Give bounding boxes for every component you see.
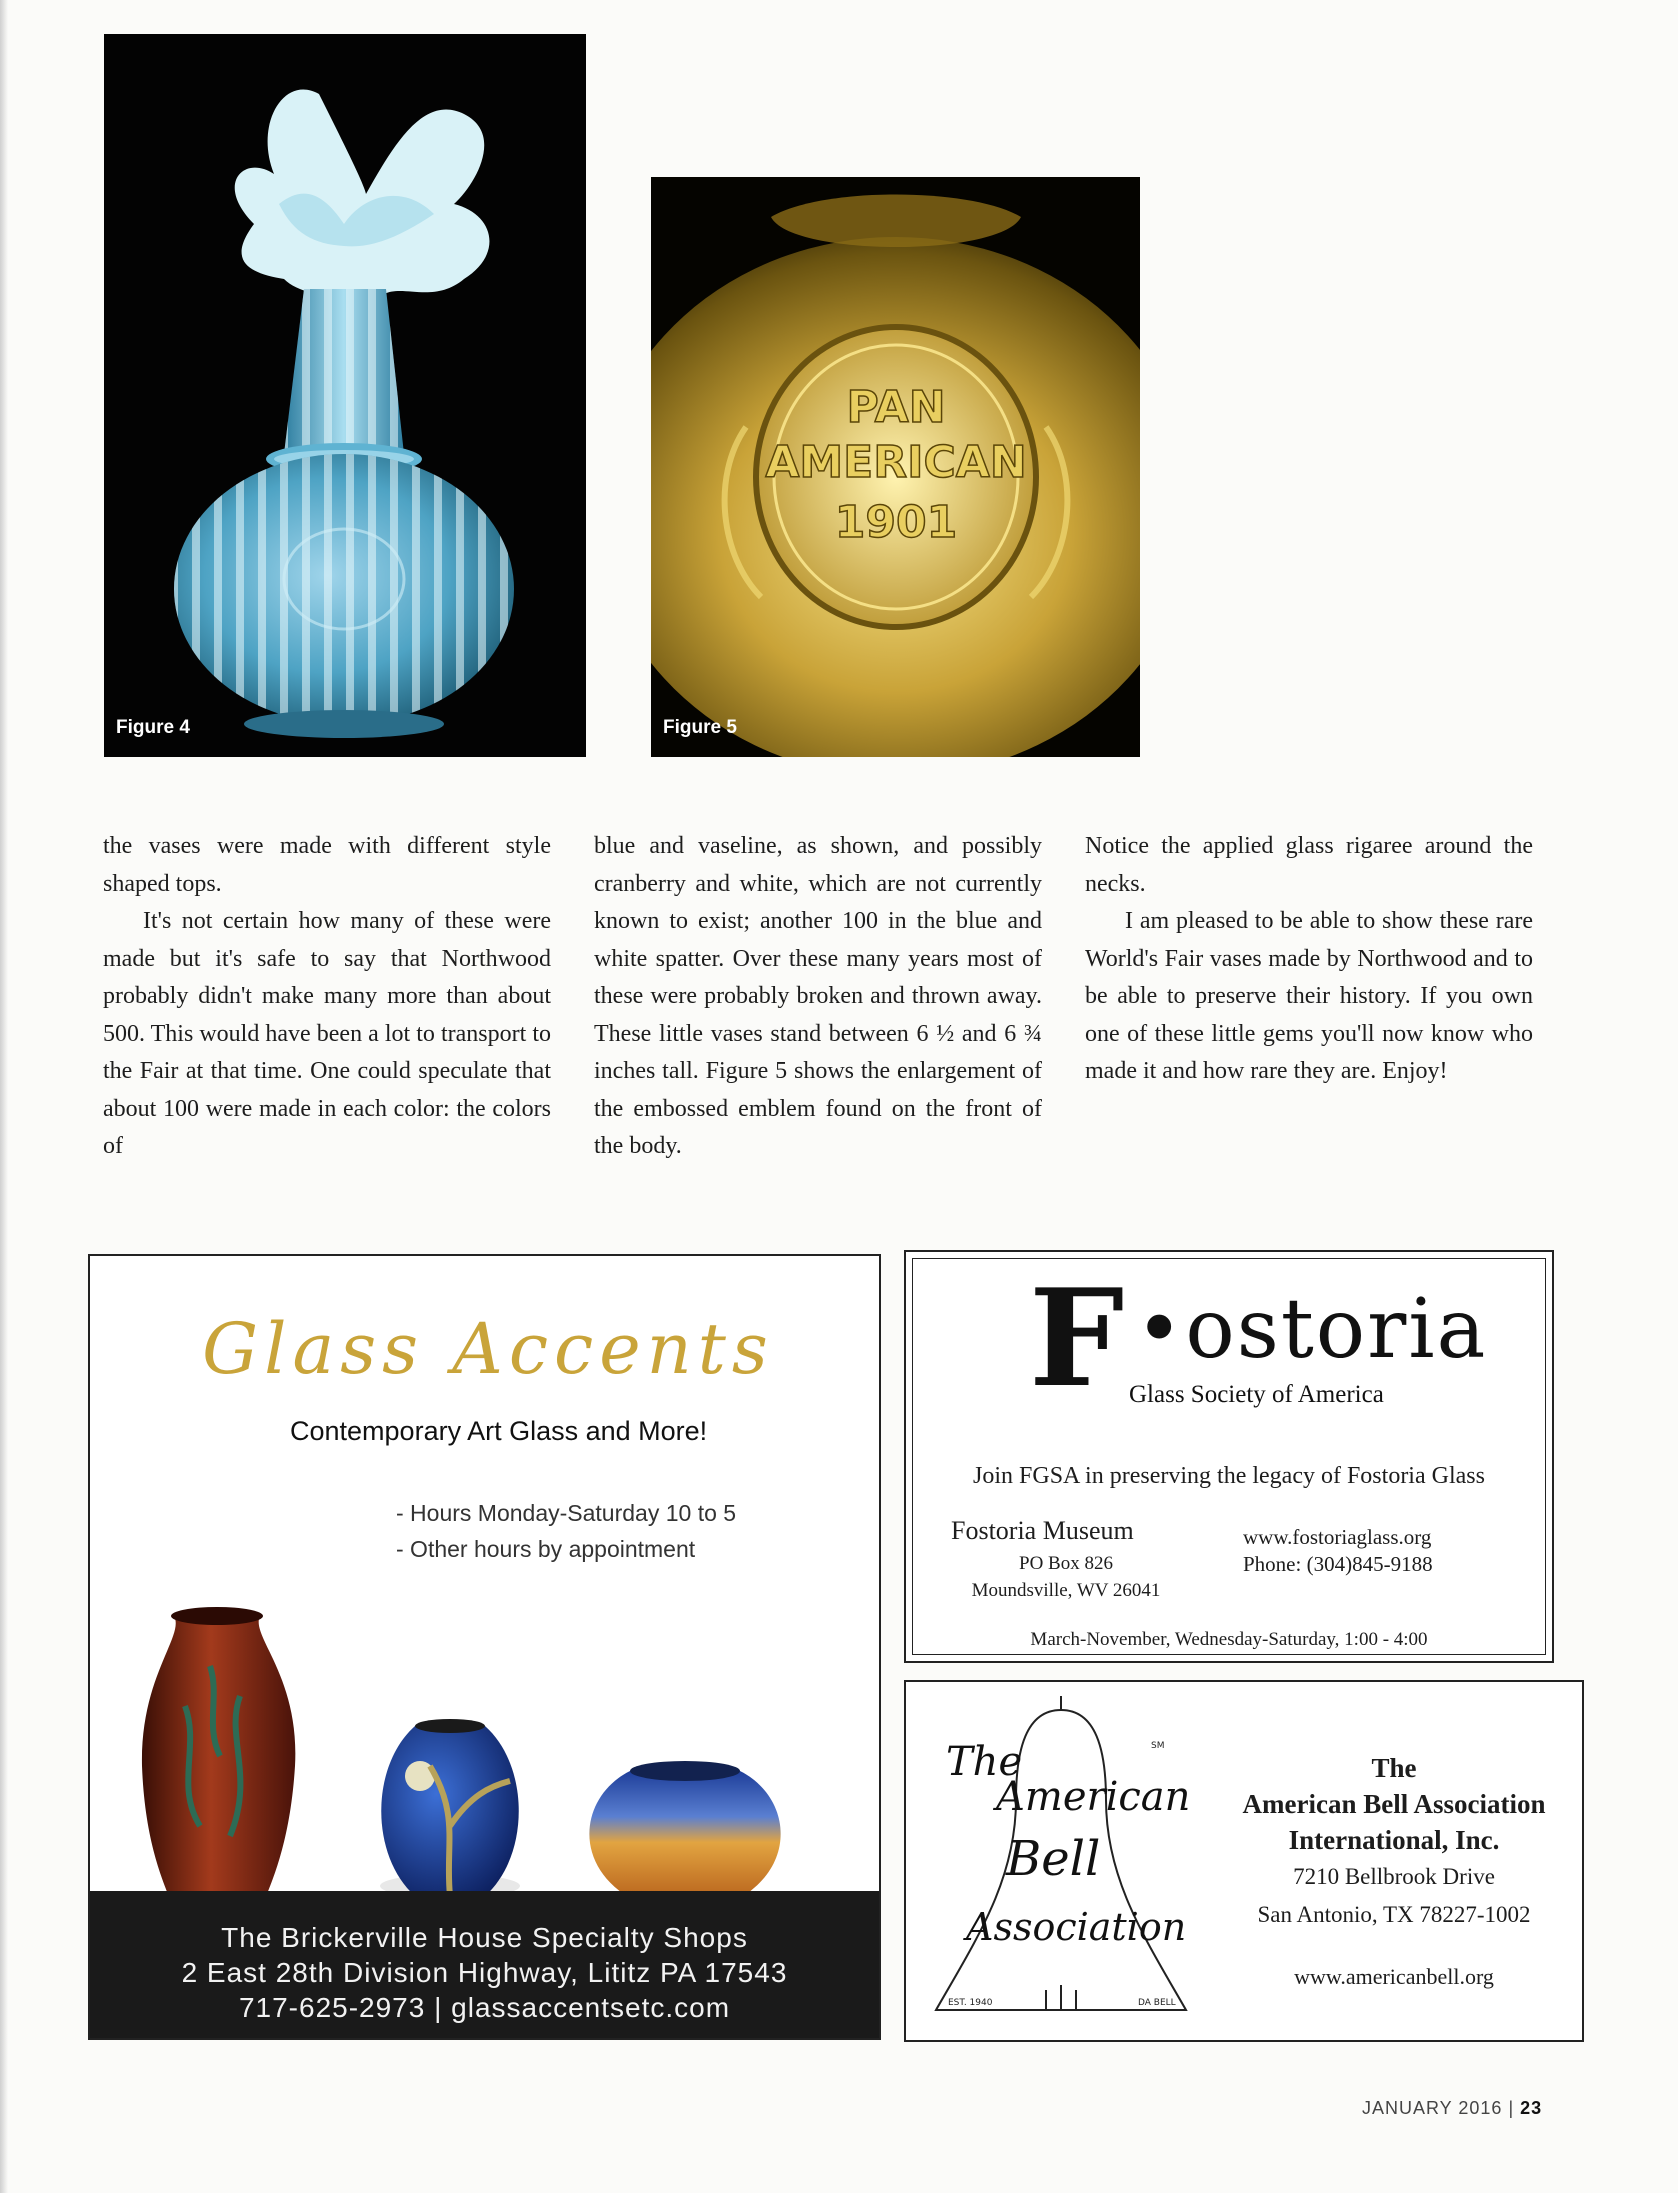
article-paragraph: Notice the applied glass rigaree around the necks. [1085,833,1533,897]
bell-logo-american: American [996,1774,1191,1820]
fostoria-join-text: Join FGSA in preserving the legacy of Fostoria Glass [973,1463,1485,1489]
article-column-2 [594,828,1042,1166]
fostoria-ad [904,1250,1554,1663]
glass-accents-tagline: Contemporary Art Glass and More! [290,1416,708,1446]
glass-accents-ad [88,1254,881,2040]
bell-logo-bell: Bell [1006,1831,1101,1887]
bell-street-address: 7210 Bellbrook Drive [1293,1864,1495,1889]
emblem-text-american: AMERICAN [765,437,1027,488]
fostoria-hours: March-November, Wednesday-Saturday, 1:00 - 4:00 [1030,1629,1428,1650]
emblem-text-year: 1901 [834,497,958,548]
fostoria-phone: Phone: (304)845-9188 [1243,1552,1433,1576]
emblem-text-pan: PAN [846,382,946,433]
blue-opalescent-vase-image [104,34,586,757]
store-contact: 717-625-2973 | glassaccentsetc.com [238,1992,731,2023]
bell-org-name-line2: International, Inc. [1288,1825,1500,1855]
bell-association-logo [916,1690,1206,2035]
page-folio [1362,2098,1542,2119]
article-column-1 [103,828,551,1166]
article-column-3 [1085,828,1533,1091]
bell-logo-the: The [946,1739,1023,1785]
bell-org-the: The [1371,1753,1417,1783]
bell-logo-servicemark: SM [1151,1741,1165,1751]
fostoria-museum-name: Fostoria Museum [951,1516,1134,1545]
fostoria-logo-initial: F [1029,1259,1125,1417]
page-number: 23 [1520,2098,1543,2118]
store-address: 2 East 28th Division Highway, Lititz PA 17543 [181,1957,788,1988]
store-name: The Brickerville House Specialty Shops [221,1922,748,1953]
glass-accents-footer [90,1891,879,2038]
folio-separator: | [1508,2098,1521,2118]
bell-city-address: San Antonio, TX 78227-1002 [1257,1902,1531,1927]
figure-4-label: Figure 4 [116,717,190,738]
hours-line: - Hours Monday-Saturday 10 to 5 [396,1500,737,1526]
issue-date: JANUARY 2016 [1362,2098,1503,2118]
art-glass-vases-image [130,1526,850,1926]
american-bell-ad [904,1680,1584,2042]
fostoria-subtitle: Glass Society of America [1129,1381,1384,1408]
article-paragraph: It's not certain how many of these were made but it's safe to say that Northwood probably didn't make many more than about 500. This would have been a lot to transport to the Fair at that time. One could speculate that about 100 were made in each color: the colors of [103,908,551,1159]
page-edge-shadow [0,0,8,2193]
amber-emblem-closeup-image [651,177,1140,757]
hours-line: - Other hours by appointment [396,1536,696,1562]
fostoria-contact [1243,1524,1433,1578]
fostoria-inner-border [912,1258,1546,1655]
bell-website: www.americanbell.org [1294,1964,1494,1989]
fostoria-logo-name: •ostoria [1135,1282,1488,1377]
fostoria-address [951,1550,1181,1604]
bell-org-name: American Bell Association [1242,1789,1546,1819]
bell-logo-association: Association [966,1905,1187,1949]
article-paragraph: the vases were made with different style shaped tops. [103,833,551,897]
figure-5-label: Figure 5 [663,717,737,738]
bell-logo-mark: DA BELL [1138,1998,1176,2008]
figure-4-photo [104,34,586,757]
article-paragraph: I am pleased to be able to show these rare World's Fair vases made by Northwood and to be able to preserve their history. If you own one of these little gems you'll now know who made it and how rare they are. Enjoy! [1085,908,1533,1084]
figure-5-photo [651,177,1140,757]
bell-logo-established: EST. 1940 [948,1998,993,2008]
address-line: Moundsville, WV 26041 [971,1580,1161,1601]
fostoria-website: www.fostoriaglass.org [1243,1525,1432,1549]
article-paragraph: blue and vaseline, as shown, and possibly cranberry and white, which are not currently known to exist; another 100 in the blue and white spatter. Over these many years most of these were probably broken and thrown away. These little vases stand between 6 ½ and 6 ¾ inches tall. Figure 5 shows the enlargement of the embossed emblem found on the front of the body. [594,833,1042,1159]
glass-accents-logo: Glass Accents [202,1308,774,1390]
address-line: PO Box 826 [1019,1553,1113,1574]
bell-contact-block [1206,1750,1582,1994]
